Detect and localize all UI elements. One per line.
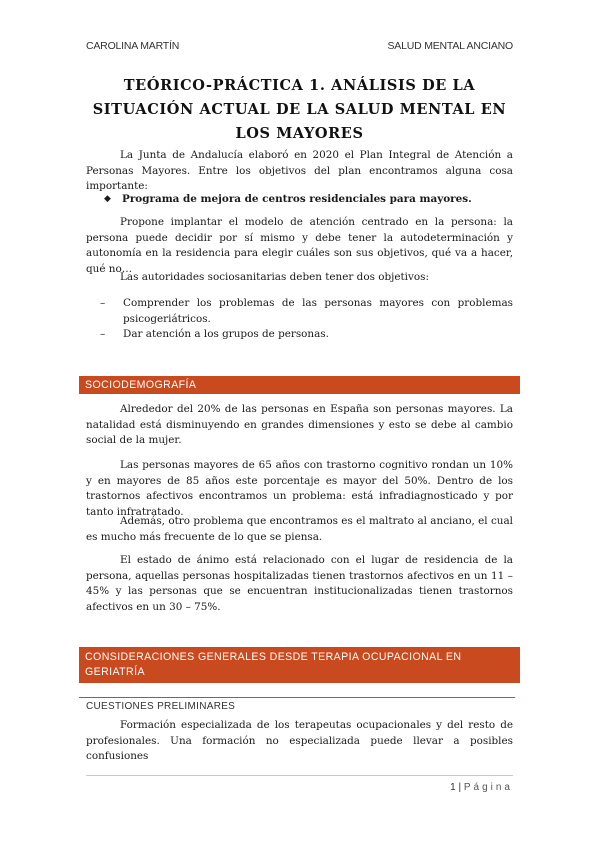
intro-bullet-text: Programa de mejora de centros residenciales para mayores. [122, 193, 472, 205]
header-author: CAROLINA MARTÍN [86, 40, 180, 52]
diamond-bullet-icon: ◆ [104, 194, 111, 204]
page-footer [450, 782, 513, 793]
intro-paragraph-2: Propone implantar el modelo de atención centrado en la persona: la persona puede decidir por sí mismo y debe tener la autodeterminación y autonomía en la residencia para elegir cuáles son sus objetivos, qué va a hacer, qué no… [86, 216, 513, 275]
section1-paragraph: Alrededor del 20% de las personas en España son personas mayores. La natalidad está disminuyendo en grandes dimensiones y esto se debe al cambio social de la mujer. [86, 403, 513, 447]
footer-separator: | [458, 782, 462, 793]
subheading-cuestiones: CUESTIONES PRELIMINARES [86, 701, 236, 712]
page-label: Página [463, 782, 513, 793]
page-number: 1 [450, 782, 456, 793]
dash-list-item-text: Comprender los problemas de las personas mayores con problemas psicogeriátricos. [123, 297, 513, 325]
dash-list-item [86, 296, 513, 327]
section1-paragraph: El estado de ánimo está relacionado con el lugar de residencia de la persona, aquellas personas hospitalizadas tienen trastornos afectivos en un 11 – 45% y las personas que se encuentran institucionalizadas tienen trastornos afectivos en un 30 – 75%. [86, 554, 513, 613]
intro-paragraph-3: Las autoridades sociosanitarias deben tener dos objetivos: [120, 271, 429, 283]
page-header [86, 40, 513, 52]
dash-list-item-text: Dar atención a los grupos de personas. [123, 328, 329, 340]
subheading-divider [79, 697, 515, 698]
dash-marker: – [100, 297, 106, 309]
dash-list-item [86, 327, 513, 343]
footer-divider [86, 775, 513, 776]
section-heading-sociodemografia: SOCIODEMOGRAFÍA [79, 376, 520, 394]
intro-paragraph-1: La Junta de Andalucía elaboró en 2020 el Plan Integral de Atención a Personas Mayores. Entre los objetivos del plan encontramos alguna cosa importante: [86, 149, 513, 193]
document-title: TEÓRICO-PRÁCTICA 1. ANÁLISIS DE LA SITUACIÓN ACTUAL DE LA SALUD MENTAL EN LOS MAYORES [92, 77, 507, 142]
section1-paragraph: Las personas mayores de 65 años con trastorno cognitivo rondan un 10% y en mayores de 85 años este porcentaje es mayor del 50%. Dentro de los trastornos afectivos encontramos un problema: está infradiagnosticado y por tanto infratratado. [86, 459, 513, 518]
section-heading-consideraciones: CONSIDERACIONES GENERALES DESDE TERAPIA OCUPACIONAL EN GERIATRÍA [79, 647, 520, 683]
dash-marker: – [100, 328, 106, 340]
section1-paragraph: Además, otro problema que encontramos es el maltrato al anciano, el cual es mucho más frecuente de lo que se piensa. [86, 515, 513, 543]
header-subject: SALUD MENTAL ANCIANO [387, 40, 513, 52]
section2-paragraph: Formación especializada de los terapeutas ocupacionales y del resto de profesionales. Una formación no especializada puede llevar a posibles confusiones [86, 719, 513, 763]
